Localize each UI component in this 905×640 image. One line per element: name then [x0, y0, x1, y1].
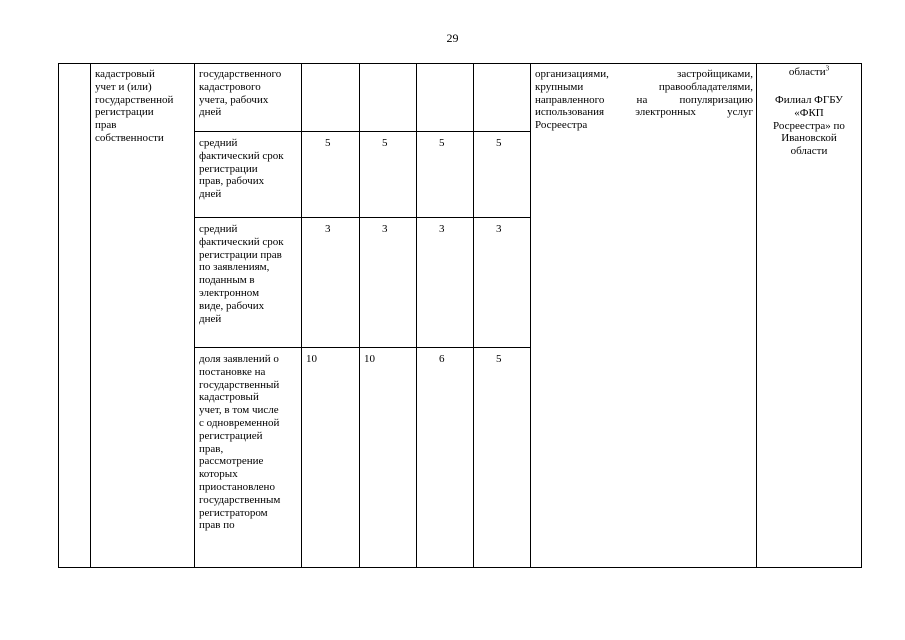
executor-region [760, 66, 858, 79]
measures-line: крупными правообладателями, [535, 80, 753, 93]
indicator-name: государственного кадастрового учета, рабочих дней [199, 68, 282, 119]
value-cell: 6 [439, 353, 445, 365]
indicator-name: средний фактический срок регистрации прав по заявлениям, поданным в электронном виде, рабочих дней [199, 223, 284, 325]
value-cell: 5 [325, 137, 331, 149]
page-number: 29 [446, 31, 459, 45]
measures-line: использования электронных услуг [535, 106, 753, 119]
value-cell: 10 [364, 353, 375, 365]
executor-name: Филиал ФГБУ «ФКП Росреестра» по Ивановской области [773, 94, 845, 158]
measures-line: направленного на популяризацию [535, 93, 753, 106]
subject-cell: кадастровый учет и (или) государственной регистрации прав собственности [95, 68, 174, 144]
value-cell: 3 [325, 223, 331, 235]
measures-cell [535, 68, 753, 132]
value-cell: 3 [496, 223, 502, 235]
value-cell: 5 [496, 137, 502, 149]
indicator-name: средний фактический срок регистрации прав, рабочих дней [199, 137, 284, 201]
value-cell: 5 [496, 353, 502, 365]
executor-top: области [788, 66, 826, 78]
indicator-name: доля заявлений о постановке на государственный кадастровый учет, в том числе с одновременной регистрацией прав, рассмотрение которых приостановлено государственным регистратором прав по [199, 353, 281, 532]
value-cell: 10 [306, 353, 317, 365]
value-cell: 5 [382, 137, 388, 149]
measures-line: Росреестра [535, 119, 588, 132]
measures-line: организациями, застройщиками, [535, 68, 753, 80]
value-cell: 5 [439, 137, 445, 149]
footnote-marker: 3 [825, 64, 830, 73]
value-cell: 3 [439, 223, 445, 235]
value-cell: 3 [382, 223, 388, 235]
